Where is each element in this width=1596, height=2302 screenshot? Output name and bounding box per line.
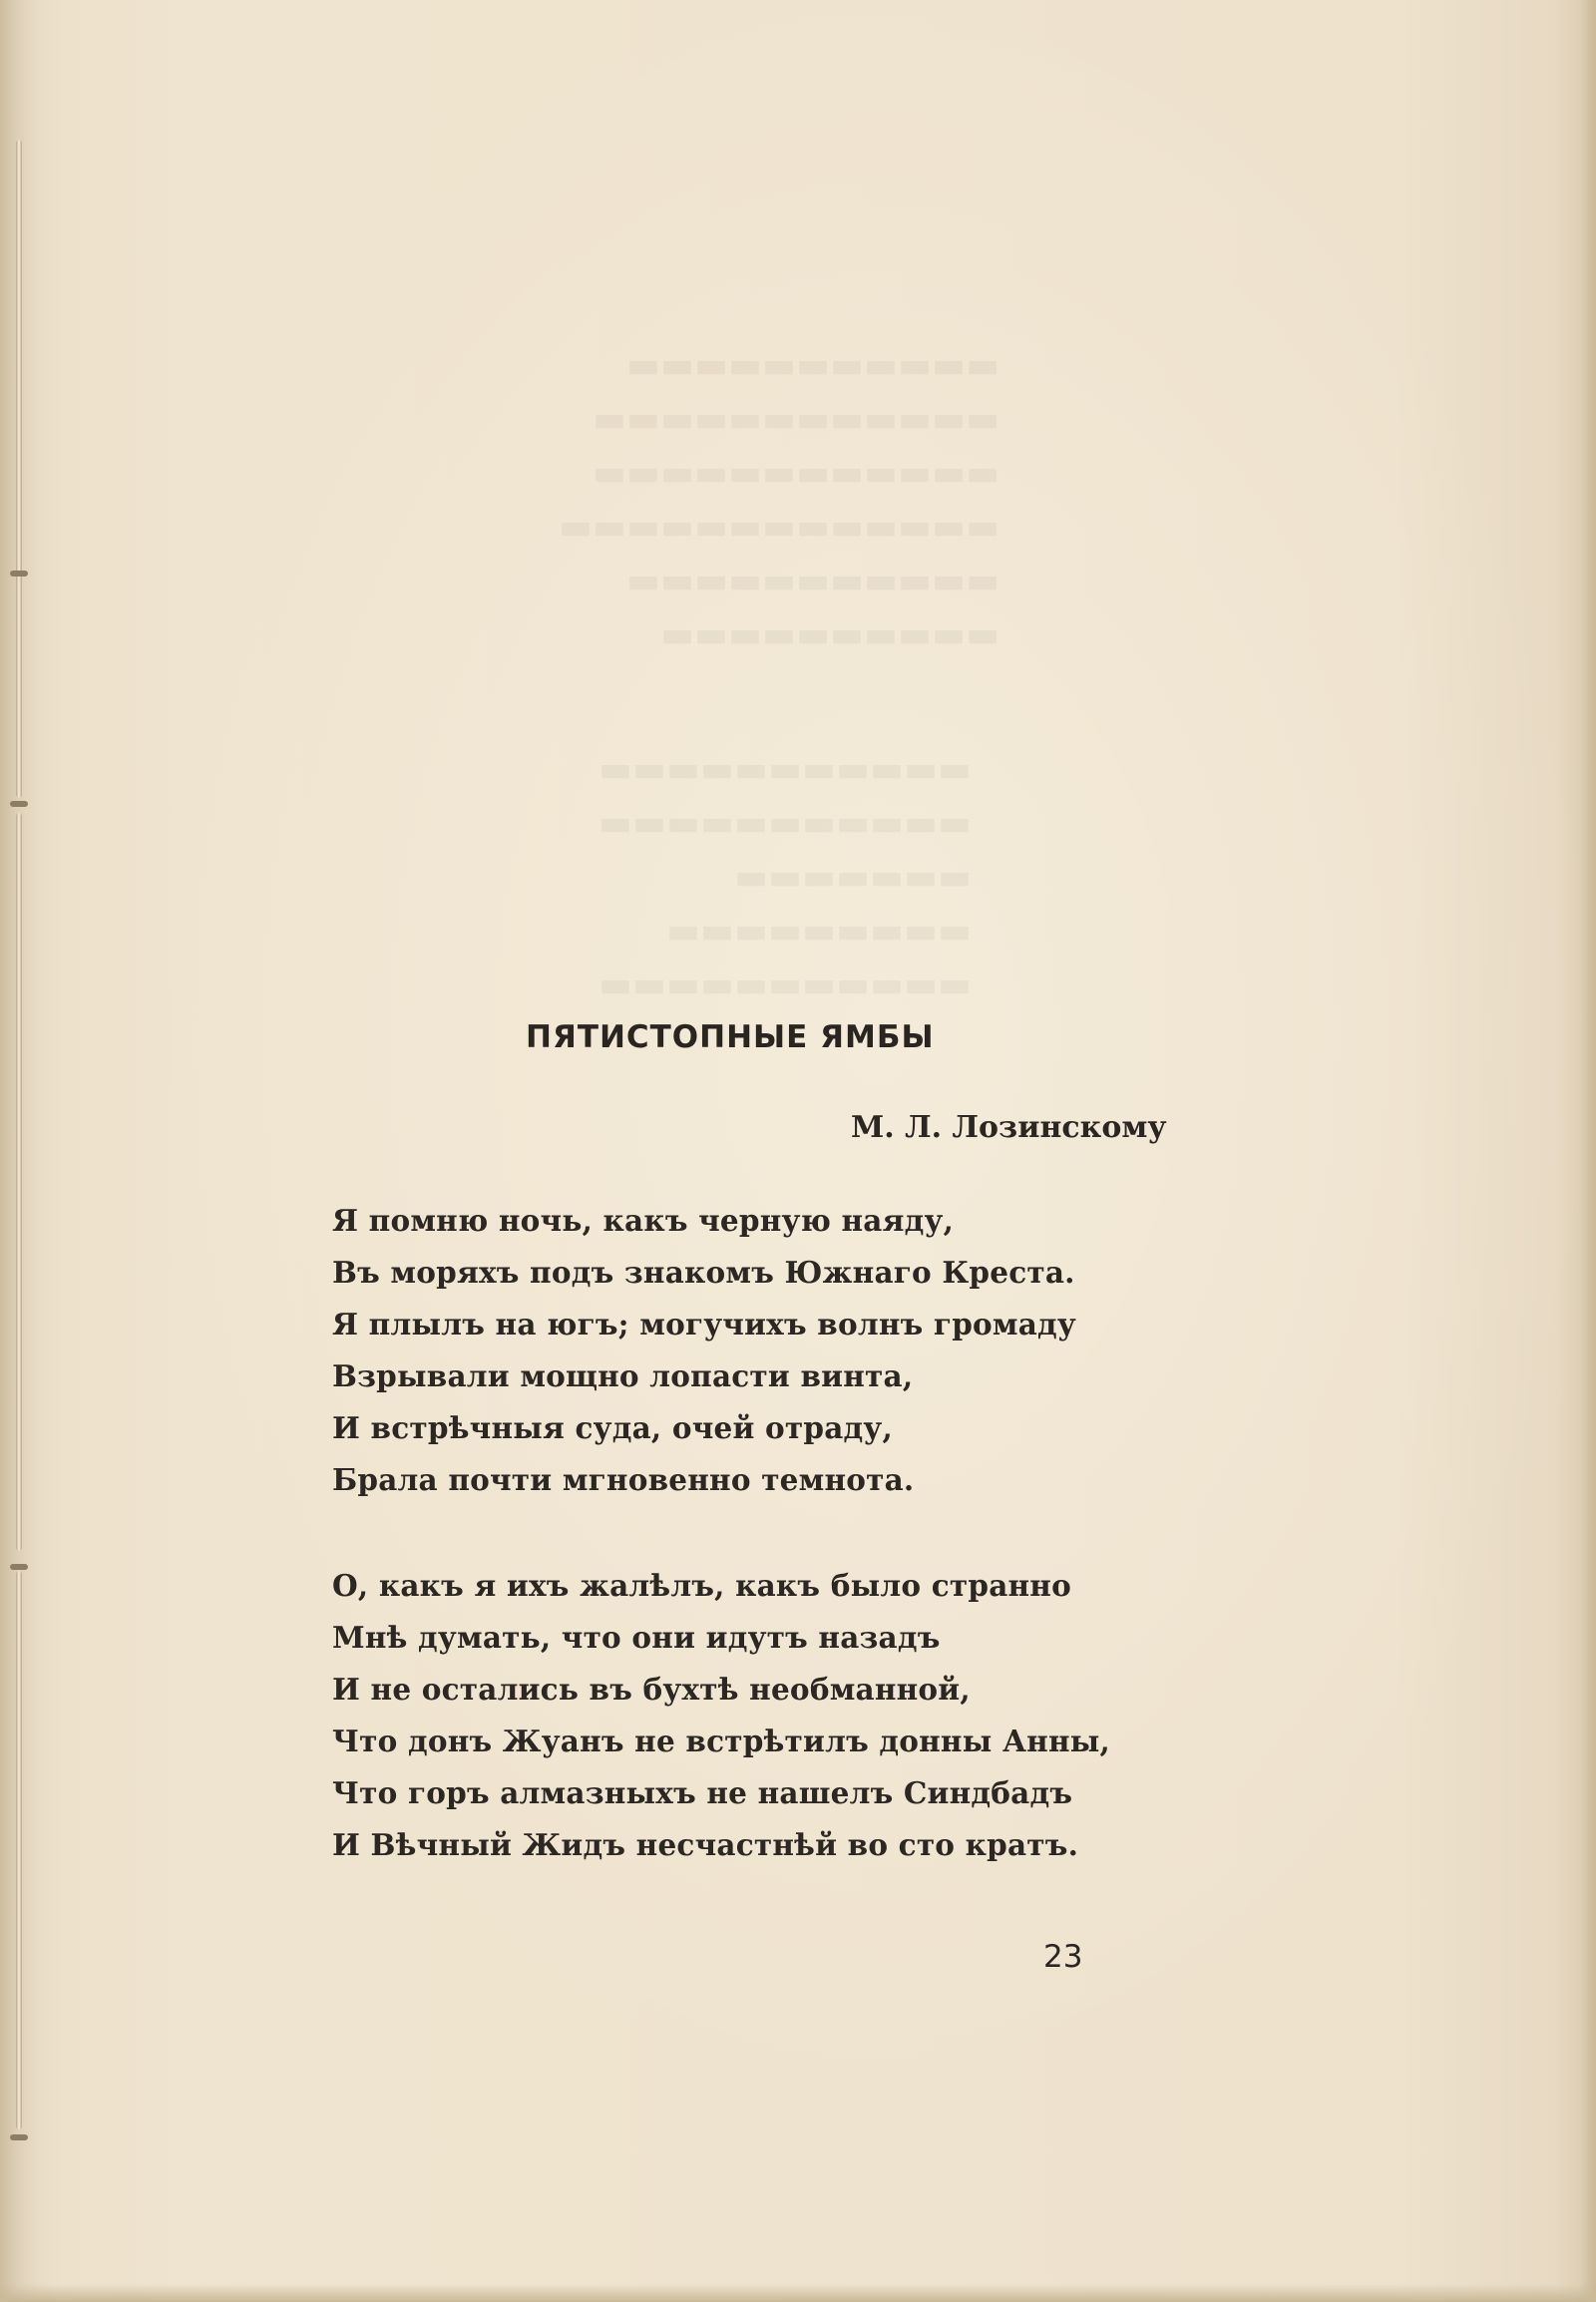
binding-stitch — [10, 571, 28, 576]
poem-line: И встрѣчныя суда, очей отраду, — [332, 1410, 893, 1445]
bleed-through-text: ▬▬▬▬▬▬▬▬▬▬▬ ▬▬▬▬▬▬▬▬▬▬▬▬ ▬▬▬▬▬▬▬▬▬▬▬▬ ▬▬▬▬▬▬▬▬▬▬▬▬▬ ▬▬▬▬▬▬▬▬▬▬▬ ▬▬▬▬▬▬▬▬▬▬ — [559, 345, 1000, 655]
poem-line: Я плылъ на югъ; могучихъ волнъ громаду — [332, 1307, 1076, 1342]
page-edge-bottom — [0, 2284, 1596, 2302]
poem-line: Я помню ночь, какъ черную наяду, — [332, 1203, 955, 1238]
poem-line: Мнѣ думать, что они идутъ назадъ — [332, 1620, 941, 1655]
binding-stitch — [10, 1564, 28, 1570]
poem-body — [332, 1195, 1230, 1871]
spine-crease — [16, 140, 22, 798]
bleed-through-text: ▬▬▬▬▬▬▬▬▬▬▬ ▬▬▬▬▬▬▬▬▬▬▬ ▬▬▬▬▬▬▬ ▬▬▬▬▬▬▬▬▬ ▬▬▬▬▬▬▬▬▬▬▬ — [598, 749, 973, 1005]
poem-title: ПЯТИСТОПНЫЕ ЯМБЫ — [526, 1019, 935, 1055]
page-edge-right — [1580, 0, 1596, 2302]
poem-line: Въ моряхъ подъ знакомъ Южнаго Креста. — [332, 1255, 1075, 1290]
poem-line: Брала почти мгновенно темнота. — [332, 1462, 915, 1497]
spine-crease — [16, 1571, 22, 2129]
poem-line: О, какъ я ихъ жалѣлъ, какъ было странно — [332, 1568, 1071, 1603]
poem-dedication: М. Л. Лозинскому — [851, 1110, 1167, 1145]
spine-crease — [16, 813, 22, 1551]
stanza — [332, 1195, 1230, 1506]
poem-line: Что донъ Жуанъ не встрѣтилъ донны Анны, — [332, 1724, 1110, 1758]
poem-line: И не остались въ бухтѣ необманной, — [332, 1672, 971, 1707]
poem-line: Взрывали мощно лопасти винта, — [332, 1358, 914, 1393]
binding-stitch — [10, 2134, 28, 2140]
page-number: 23 — [1043, 1939, 1083, 1975]
binding-stitch — [10, 801, 28, 807]
poem-line: И Вѣчный Жидъ несчастнѣй во сто кратъ. — [332, 1827, 1079, 1862]
stanza — [332, 1560, 1230, 1871]
poem-line: Что горъ алмазныхъ не нашелъ Синдбадъ — [332, 1775, 1073, 1810]
